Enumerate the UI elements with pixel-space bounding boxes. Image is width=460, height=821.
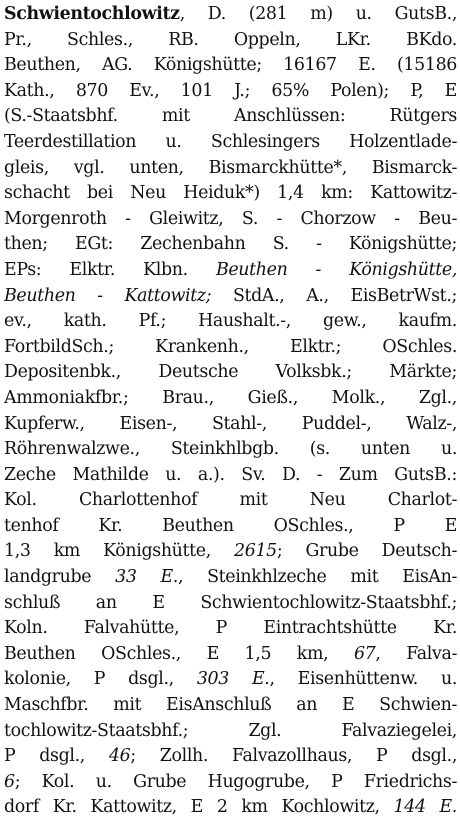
italic-text: 2615 [234,541,277,562]
entry-line [4,539,457,565]
entry-line [4,386,457,412]
entry-text: Beuthen OSchles., E 1,5 km, [4,643,354,664]
entry-line [4,28,457,54]
entry-line [4,258,457,284]
entry-line [4,79,457,105]
entry-line [4,335,457,361]
italic-text: Beuthen - Kattowitz; [4,285,233,306]
entry-line [4,642,457,668]
entry-text: schluß an E Schwientochlowitz-Staatsbhf.; [4,592,457,613]
entry-text: Maschfbr. mit EisAnschluß an E Schwien- [4,695,457,716]
entry-text: ; Grube Deutsch- [276,541,457,562]
entry-text: ev., kath. Pf.; Haushalt.-, gew., kaufm. [4,311,457,332]
entry-text: tenhof Kr. Beuthen OSchles., P E [4,515,457,536]
entry-text: (S.-Staatsbhf. mit Anschlüssen: Rütgers [4,106,457,127]
entry-text: FortbildSch.; Krankenh., Elktr.; OSchles. [4,336,457,357]
entry-text: gleis, vgl. unten, Bismarckhütte*, Bismarck- [4,157,457,178]
entry-text: , Falva- [375,643,457,664]
entry-text: tochlowitz-Staatsbhf.; Zgl. Falvaziegelei, [4,720,457,741]
italic-text: 33 E. [115,567,178,588]
entry-text: EPs: Elktr. Klbn. [4,259,216,280]
entry-line [4,309,457,335]
entry-line [4,719,457,745]
entry-line [4,284,457,310]
entry-text: Morgenroth - Gleiwitz, S. - Chorzow - Beu- [4,208,457,229]
italic-text: 303 E. [196,669,270,690]
italic-text: 6 [4,771,15,792]
entry-text: P dsgl., [4,746,109,767]
entry-text: , Eisenhüttenw. u. [269,669,457,690]
entry-line [4,565,457,591]
entry-line [4,514,457,540]
entry-line [4,616,457,642]
entry-text: Pr., Schles., RB. Oppeln, LKr. BKdo. [4,29,457,50]
entry-line [4,232,457,258]
entry-line [4,156,457,182]
entry-text: Zeche Mathilde u. a.). Sv. D. - Zum GutsB.: [4,464,457,485]
entry-line [4,744,457,770]
entry-line [4,412,457,438]
entry-text: landgrube [4,567,116,588]
italic-text: 67 [353,643,376,664]
entry-text: Kol. Charlottenhof mit Neu Charlot- [4,490,457,511]
entry-text: ; Zollh. Falvazollhaus, P dsgl., [130,746,457,767]
italic-text: Beuthen - Königshütte, [215,259,457,280]
entry-line [4,693,457,719]
entry-line [4,488,457,514]
entry-line [4,770,457,796]
entry-line [4,181,457,207]
entry-text: Beuthen, AG. Königshütte; 16167 E. (15186 [4,55,457,76]
entry-text: Depositenbk., Deutsche Volksbk.; Märkte; [4,362,457,383]
entry-text: Kath., 870 Ev., 101 J.; 65% Polen); P, E [4,80,457,101]
entry-text: Koln. Falvahütte, P Eintrachtshütte Kr. [4,618,457,639]
entry-text: then; EGt: Zechenbahn S. - Königshütte; [4,234,457,255]
entry-text: dorf Kr. Kattowitz, E 2 km Kochlowitz, [4,797,394,818]
entry-line [4,207,457,233]
entry-text: 1,3 km Königshütte, [4,541,235,562]
entry-line [4,104,457,130]
entry-text: kolonie, P dsgl., [4,669,197,690]
italic-text: 46 [108,746,131,767]
entry-line [4,130,457,156]
gazetteer-entry-schwientochlowitz [4,2,457,821]
entry-line [4,437,457,463]
italic-text: 144 E. [393,797,457,818]
entry-line [4,795,457,821]
entry-text: , Steinkhlzeche mit EisAn- [177,567,457,588]
entry-text: Ammoniakfbr.; Brau., Gieß., Molk., Zgl., [4,387,457,408]
entry-text: Kupferw., Eisen-, Stahl-, Puddel-, Walz-, [4,413,457,434]
entry-line [4,2,457,28]
entry-text: StdA., A., EisBetrWst.; [232,285,457,306]
entry-text: , D. (281 m) u. GutsB., [179,4,457,24]
entry-line [4,667,457,693]
entry-text: Teerdestillation u. Schlesingers Holzentlade- [4,131,457,152]
entry-line [4,591,457,617]
entry-text: Röhrenwalzwe., Steinkhlbgb. (s. unten u. [4,439,457,460]
entry-line [4,53,457,79]
entry-headword: Schwientochlowitz [4,4,180,24]
entry-line [4,463,457,489]
entry-line [4,360,457,386]
entry-text: schacht bei Neu Heiduk*) 1,4 km: Kattowitz- [4,183,457,204]
entry-text: ; Kol. u. Grube Hugogrube, P Friedrichs- [14,771,457,792]
